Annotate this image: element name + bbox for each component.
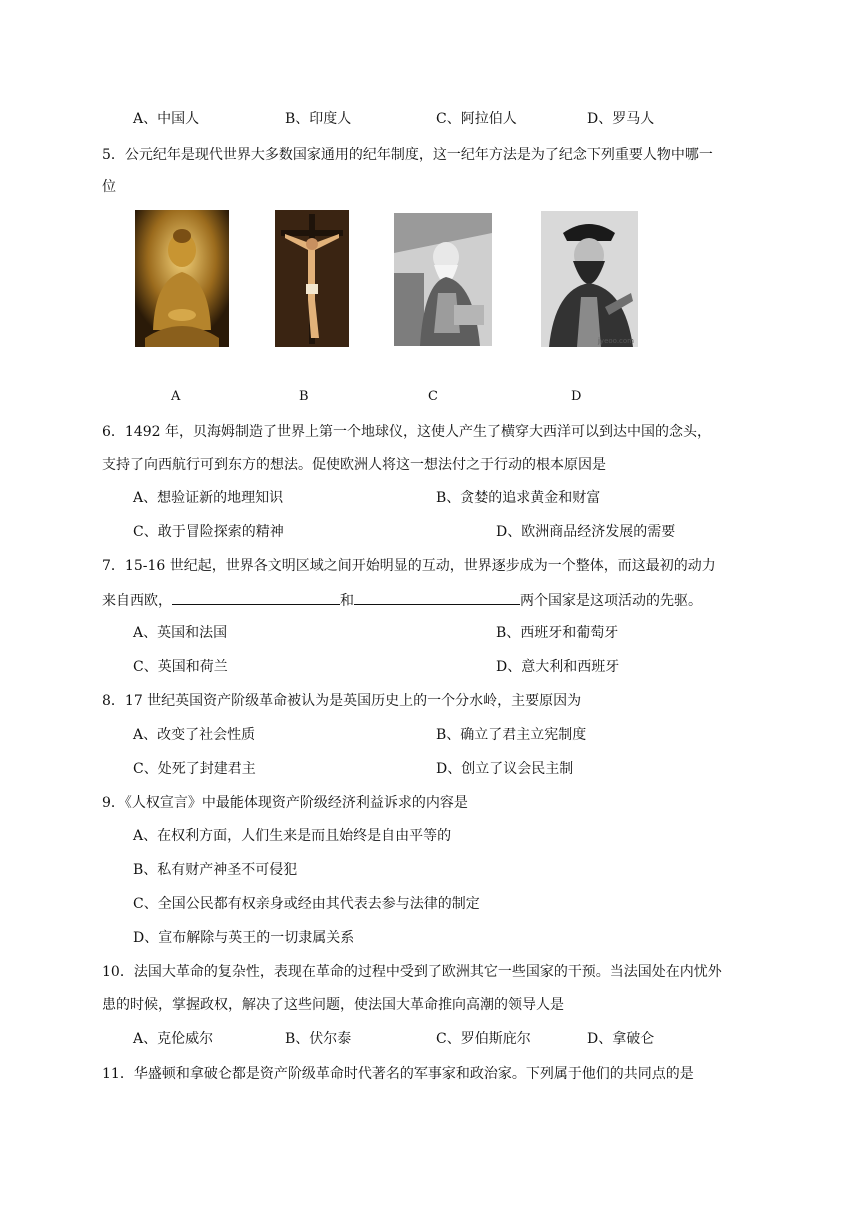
image-label-b: B	[299, 389, 309, 404]
bearded-scholar-icon	[394, 213, 492, 346]
q5-stem-line2: 位	[102, 179, 116, 195]
q8-option-a: A、改变了社会性质	[133, 727, 256, 743]
answer-blank-2[interactable]	[354, 590, 520, 605]
explorer-portrait-icon	[541, 211, 638, 347]
image-label-a: A	[171, 389, 181, 404]
q6-stem-line2: 支持了向西航行可到东方的想法。促使欧洲人将这一想法付之于行动的根本原因是	[102, 457, 606, 473]
crucifix-icon	[275, 210, 349, 347]
q4-option-c: C、阿拉伯人	[436, 111, 517, 127]
image-label-c: C	[428, 389, 438, 404]
q11-stem-line1: 11．华盛顿和拿破仑都是资产阶级革命时代著名的军事家和政治家。下列属于他们的共同点的是	[102, 1066, 694, 1082]
q7-stem-line2	[102, 590, 702, 611]
q7-option-d: D、意大利和西班牙	[496, 659, 620, 675]
q9-option-c: C、全国公民都有权亲身或经由其代表去参与法律的制定	[133, 896, 480, 912]
q5-stem-line1: 5．公元纪年是现代世界大多数国家通用的纪年制度，这一纪年方法是为了纪念下列重要人物中哪一	[102, 147, 713, 163]
q8-option-d: D、创立了议会民主制	[436, 761, 574, 777]
q10-option-c: C、罗伯斯庇尔	[436, 1031, 531, 1047]
q6-option-d: D、欧洲商品经济发展的需要	[496, 524, 676, 540]
q4-option-a: A、中国人	[133, 111, 200, 127]
q4-option-d: D、罗马人	[587, 111, 655, 127]
q10-stem-line1: 10．法国大革命的复杂性，表现在革命的过程中受到了欧洲其它一些国家的干预。当法国处在内忧外	[102, 964, 722, 980]
q7-option-b: B、西班牙和葡萄牙	[496, 625, 619, 641]
q10-option-d: D、拿破仑	[587, 1031, 655, 1047]
q9-option-b: B、私有财产神圣不可侵犯	[133, 862, 298, 878]
q6-option-c: C、敢于冒险探索的精神	[133, 524, 284, 540]
q8-stem-line1: 8．17 世纪英国资产阶级革命被认为是英国历史上的一个分水岭，主要原因为	[102, 693, 582, 709]
buddha-statue-icon	[135, 210, 229, 347]
q8-option-b: B、确立了君主立宪制度	[436, 727, 587, 743]
q6-option-b: B、贪婪的追求黄金和财富	[436, 490, 601, 506]
q7-option-c: C、英国和荷兰	[133, 659, 228, 675]
q7-option-a: A、英国和法国	[133, 625, 228, 641]
q6-option-a: A、想验证新的地理知识	[133, 490, 284, 506]
q4-option-b: B、印度人	[285, 111, 352, 127]
q8-option-c: C、处死了封建君主	[133, 761, 256, 777]
q9-option-d: D、宣布解除与英王的一切隶属关系	[133, 930, 355, 946]
q7-stem-line1: 7．15-16 世纪起，世界各文明区域之间开始明显的互动，世界逐步成为一个整体，而这最初的动力	[102, 558, 716, 574]
q9-option-a: A、在权利方面，人们生来是而且始终是自由平等的	[133, 828, 452, 844]
q9-stem-line1: 9．《人权宣言》中最能体现资产阶级经济利益诉求的内容是	[102, 795, 468, 811]
watermark: jyeoo.com	[597, 337, 634, 345]
q7-suffix: 两个国家是这项活动的先驱。	[520, 593, 702, 609]
q7-mid: 和	[340, 593, 354, 609]
q10-option-a: A、克伦威尔	[133, 1031, 214, 1047]
image-label-d: D	[571, 389, 582, 404]
q10-stem-line2: 患的时候，掌握政权，解决了这些问题，使法国大革命推向高潮的领导人是	[102, 997, 564, 1013]
q7-prefix: 来自西欧，	[102, 593, 172, 609]
answer-blank-1[interactable]	[172, 590, 340, 605]
q10-option-b: B、伏尔泰	[285, 1031, 352, 1047]
q6-stem-line1: 6．1492 年，贝海姆制造了世界上第一个地球仪，这使人产生了横穿大西洋可以到达中国的念头，	[102, 424, 711, 440]
